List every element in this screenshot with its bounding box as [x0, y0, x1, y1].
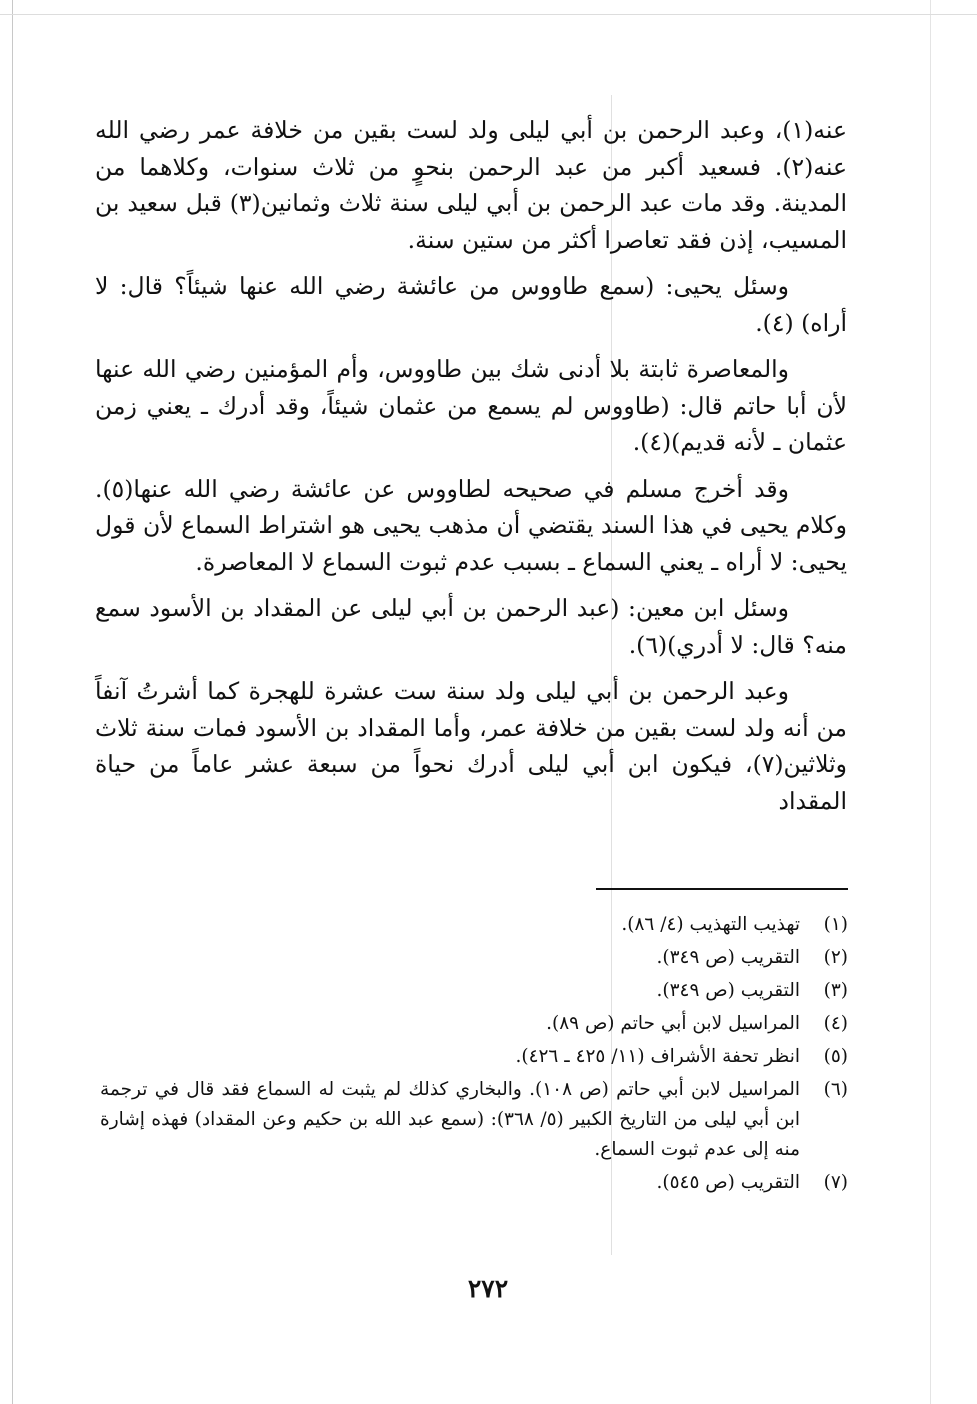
footnote-text: انظر تحفة الأشراف (١١/ ٤٢٥ ـ ٤٢٦). — [515, 1046, 800, 1067]
main-text — [95, 112, 847, 819]
scan-artifact-line — [0, 14, 977, 15]
paragraph: وقد أخرج مسلم في صحيحه لطاووس عن عائشة رضي الله عنها(٥). وكلام يحيى في هذا السند يقتضي أن مذهب يحيى هو اشتراط السماع لأن قول يحيى: لا أراه ـ يعني السماع ـ بسبب عدم ثبوت السماع لا المعاصرة. — [95, 474, 847, 576]
footnote-text: التقريب (ص ٣٤٩). — [656, 947, 800, 968]
footnote — [100, 910, 848, 940]
paragraph: عنه(١)، وعبد الرحمن بن أبي ليلى ولد لست بقين من خلافة عمر رضي الله عنه(٢). فسعيد أكبر من عبد الرحمن بنحوٍ من ثلاث سنوات، وكلاهما من المدينة. وقد مات عبد الرحمن بن أبي ليلى سنة ثلاث وثمانين(٣) قبل سعيد بن المسيب، إذن فقد تعاصرا أكثر من ستين سنة. — [95, 116, 847, 254]
footnote-number: (١) — [823, 914, 848, 935]
footnote-number: (٢) — [823, 947, 848, 968]
footnotes — [100, 910, 848, 1201]
scan-artifact-line — [12, 0, 13, 1404]
paragraph: وعبد الرحمن بن أبي ليلى ولد سنة ست عشرة للهجرة كما أشرتُ آنفاً من أنه ولد لست بقين من خلافة عمر، وأما المقداد بن الأسود فمات سنة ثلاث وثلاثين(٧)، فيكون ابن أبي ليلى أدرك نحواً من سبعة عشر عاماً من حياة المقداد — [95, 677, 847, 815]
page-number: ٢٧٢ — [467, 1274, 509, 1303]
footnote-text: تهذيب التهذيب (٤/ ٨٦). — [621, 914, 800, 935]
footnote-text: المراسيل لابن أبي حاتم (ص ١٠٨). والبخاري كذلك لم يثبت له السماع فقد قال في ترجمة ابن أبي ليلى من التاريخ الكبير (٥/ ٣٦٨): (سمع عبد الله بن حكيم وعن المقداد) فهذه إشارة منه إلى عدم ثبوت السماع. — [100, 1079, 801, 1160]
footnote-number: (٣) — [823, 980, 848, 1001]
footnote — [100, 1042, 848, 1072]
scan-artifact-line — [930, 0, 931, 1404]
footnote-number: (٤) — [823, 1013, 848, 1034]
footnote-text: التقريب (ص ٥٤٥). — [656, 1172, 800, 1193]
footnote-number: (٦) — [823, 1079, 848, 1100]
footnote-number: (٥) — [823, 1046, 848, 1067]
paragraph: وسئل ابن معين: (عبد الرحمن بن أبي ليلى عن المقداد بن الأسود سمع منه؟ قال: لا أدري)(٦). — [95, 594, 847, 659]
paragraph: وسئل يحيى: (سمع طاووس من عائشة رضي الله عنها شيئاً؟ قال: لا أراه) (٤). — [95, 272, 847, 337]
footnote-separator — [596, 888, 848, 890]
footnote-number: (٧) — [823, 1172, 848, 1193]
footnote — [100, 976, 848, 1006]
paragraph: والمعاصرة ثابتة بلا أدنى شك بين طاووس، وأم المؤمنين رضي الله عنها لأن أبا حاتم قال: (طاووس لم يسمع من عثمان شيئاً، وقد أدرك ـ يعني زمن عثمان ـ لأنه قديم)(٤). — [95, 355, 847, 456]
footnote-text: المراسيل لابن أبي حاتم (ص ٨٩). — [546, 1013, 800, 1034]
footnote — [100, 1168, 848, 1198]
footnote-text: التقريب (ص ٣٤٩). — [656, 980, 800, 1001]
footnote — [100, 1075, 848, 1165]
footnote — [100, 1009, 848, 1039]
footnote — [100, 943, 848, 973]
